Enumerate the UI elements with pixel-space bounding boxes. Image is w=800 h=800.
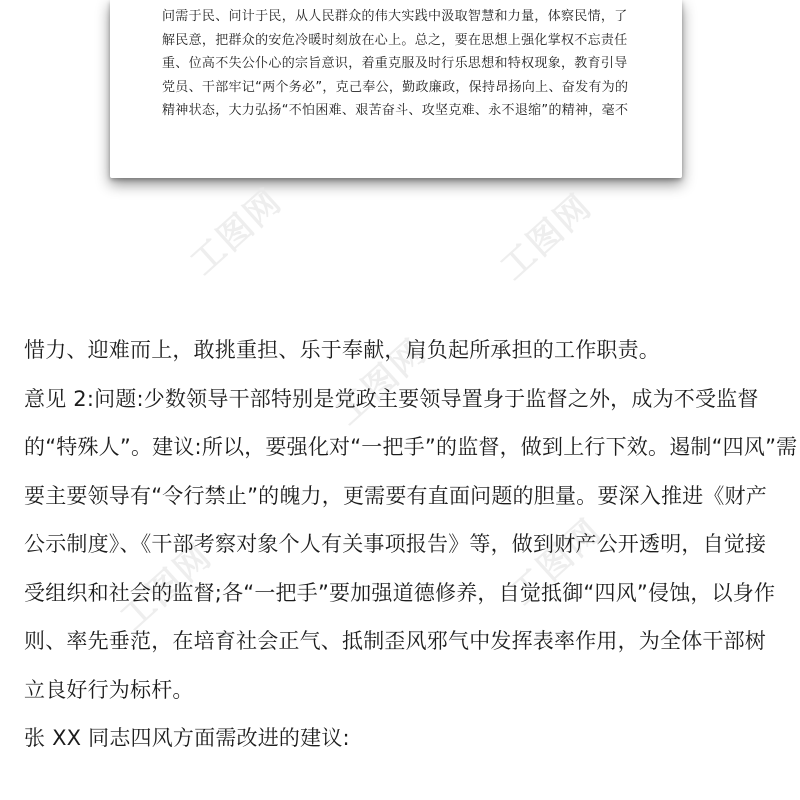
preview-line: 问需于民、问计于民，从人民群众的伟大实践中汲取智慧和力量，体察民情，了	[162, 9, 628, 24]
section-heading: 张 XX 同志四风方面需改进的建议:	[24, 726, 350, 750]
preview-line: 精神状态，大力弘扬“不怕困难、艰苦奋斗、攻坚克难、永不退缩”的精神，毫不	[162, 103, 629, 118]
preview-line: 党员、干部牢记“两个务必”，克己奉公，勤政廉政，保持昂扬向上、奋发有为的	[162, 79, 629, 95]
paragraph-line: 公示制度》、《干部考察对象个人有关事项报告》等，做到财产公开透明，自觉接	[24, 532, 767, 556]
watermark: 工图网	[112, 536, 220, 639]
paragraph-line: 受组织和社会的监督;各“一把手”要加强道德修养，自觉抵御“四风”侵蚀，以身作	[24, 580, 776, 605]
preview-line: 解民意，把群众的安危冷暖时刻放在心上。总之，要在思想上强化掌权不忘责任	[162, 32, 628, 48]
paragraph-line: 意见 2:问题:少数领导干部特别是党政主要领导置身于监督之外，成为不受监督	[24, 386, 759, 411]
watermark: 工图网	[492, 186, 600, 289]
paragraph-line: 惜力、迎难而上，敢挑重担、乐于奉献，肩负起所承担的工作职责。	[24, 338, 660, 362]
paragraph-line: 的“特殊人”。建议:所以，要强化对“一把手”的监督，做到上行下效。遏制“四风”需	[24, 435, 798, 459]
watermark: 工图网	[502, 511, 610, 614]
watermark: 工图网	[182, 181, 290, 284]
watermark: 工图网	[327, 331, 435, 434]
preview-line: 重、位高不失公仆心的宗旨意识，着重克服及时行乐思想和特权现象，教育引导	[162, 56, 628, 71]
paragraph-line: 立良好行为标杆。	[24, 677, 194, 702]
paragraph-line: 则、率先垂范，在培育社会正气、抵制歪风邪气中发挥表率作用，为全体干部树	[24, 629, 766, 653]
document-page-preview	[110, 0, 682, 178]
preview-text-block	[162, 5, 662, 123]
paragraph-line: 要主要领导有“令行禁止”的魄力，更需要有直面问题的胆量。要深入推进《财产	[24, 483, 767, 508]
document-body	[24, 326, 798, 763]
